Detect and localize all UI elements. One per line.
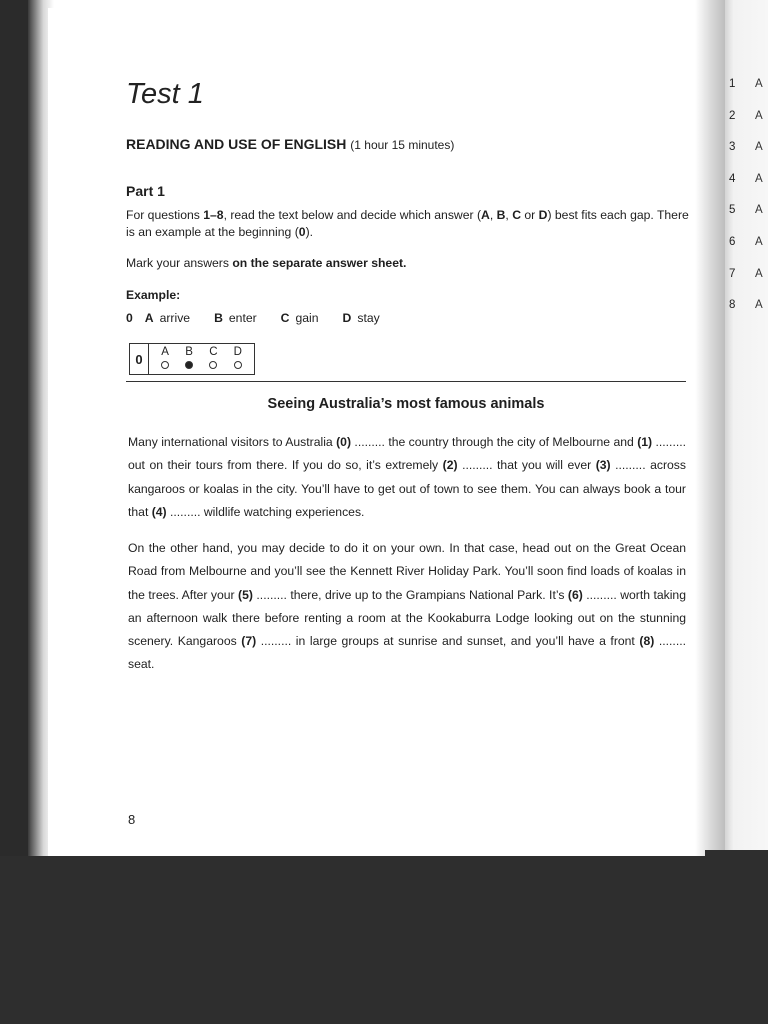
example-option-d: D stay	[342, 311, 380, 325]
scan-border-bottom	[0, 856, 768, 1024]
facing-row: 8 A	[729, 299, 763, 312]
facing-row: 5 A	[729, 204, 763, 217]
part-instructions: For questions 1–8, read the text below and decide which answer (A, B, C or D) best fits each gap. There is an example at the beginning (0).	[126, 208, 689, 239]
example-label: Example:	[126, 288, 181, 302]
answer-col-c: C	[209, 344, 217, 374]
book-gutter	[695, 0, 725, 858]
divider-rule	[126, 381, 686, 382]
section-duration: (1 hour 15 minutes)	[350, 138, 455, 152]
facing-row: 3 A	[729, 141, 763, 154]
reading-paragraph-2: On the other hand, you may decide to do it on your own. In that case, head out on the Great Ocean Road from Melbourne and you’ll see the Kennett River Holiday Park. You’ll soon find loads of koalas in the trees. After your (5) ......... there, drive up to the Grampians National Park. It’s (6) ......... worth taking an afternoon walk there before renting a room at the Kookaburra Lodge looking out on the stunning scenery. Kangaroos (7) ......... in large groups at sunrise and sunset, and you’ll have a front (8) ........ seat.	[128, 541, 686, 672]
reading-paragraph-1: Many international visitors to Australia (0) ......... the country through the city of Melbourne and (1) ......... out on their tours from there. If you do so, it’s extremely (2) ......... that you will ever (3) ......... across kangaroos or koalas in the city. You’ll have to get out of town to see them. You can always book a tour that (4) ......... wildlife watching experiences.	[128, 435, 686, 519]
answer-circle-b	[185, 361, 193, 369]
example-option-a: A arrive	[144, 311, 191, 325]
page-number: 8	[128, 812, 136, 827]
reading-text-title: Seeing Australia’s most famous animals	[267, 396, 545, 412]
answer-circle-a	[161, 361, 169, 369]
facing-row: 2 A	[729, 109, 763, 122]
example-option-c: C gain	[280, 311, 319, 325]
facing-page-numbers	[729, 78, 768, 331]
answer-circle-c	[209, 361, 217, 369]
scan-border-corner	[705, 850, 768, 870]
section-title: READING AND USE OF ENGLISH	[126, 136, 347, 152]
facing-row: 6 A	[729, 235, 763, 248]
facing-row: 7 A	[729, 267, 763, 280]
answer-col-d: D	[234, 344, 242, 374]
example-number: 0	[126, 311, 133, 325]
facing-row: 1 A	[729, 78, 763, 90]
answer-box-question: 0	[130, 344, 149, 374]
section-heading	[126, 136, 454, 152]
answer-col-b: B	[185, 344, 193, 374]
part-title: Part 1	[126, 183, 165, 199]
test-title: Test 1	[126, 78, 204, 110]
example-options	[126, 311, 404, 325]
answer-col-a: A	[161, 344, 169, 374]
answer-circle-d	[234, 361, 242, 369]
facing-row: 4 A	[729, 172, 763, 185]
example-answer-box	[129, 343, 255, 375]
example-option-b: B enter	[214, 311, 257, 325]
mark-answers-note: Mark your answers on the separate answer sheet.	[126, 256, 407, 270]
